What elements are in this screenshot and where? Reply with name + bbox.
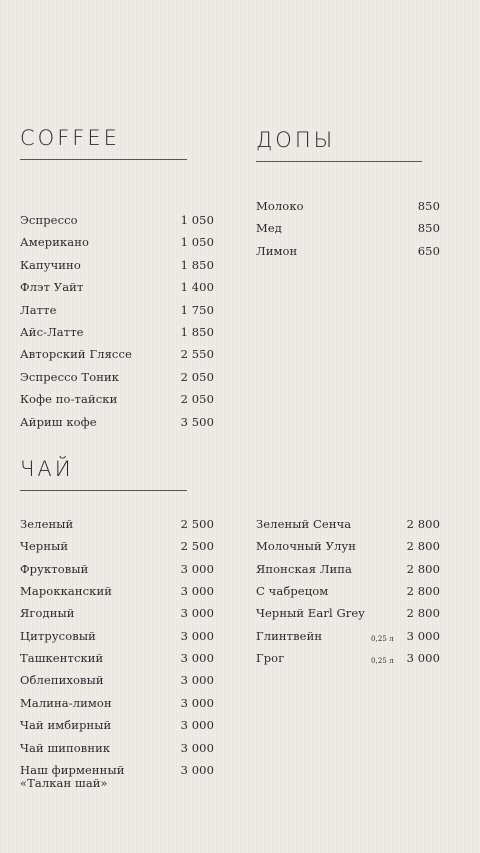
menu-item-price: 3 000 bbox=[180, 584, 214, 599]
menu-item-price: 3 000 bbox=[180, 762, 214, 777]
tea-heading: ЧАЙ bbox=[20, 457, 74, 481]
menu-item-name: Цитрусовый bbox=[20, 628, 96, 643]
menu-item-name: Фруктовый bbox=[20, 561, 89, 576]
menu-item-name: Ягодный bbox=[20, 606, 75, 621]
coffee-divider bbox=[20, 159, 187, 160]
menu-item-price: 3 000 bbox=[180, 718, 214, 733]
menu-item-volume: 0,25 л bbox=[371, 657, 394, 666]
menu-item-price: 3 000 bbox=[180, 561, 214, 576]
menu-item-name: Капучино bbox=[20, 257, 81, 272]
menu-item-price: 2 500 bbox=[180, 539, 214, 554]
menu-item-price: 2 800 bbox=[406, 561, 440, 576]
menu-item-price: 2 050 bbox=[180, 369, 214, 384]
menu-item-name: Лимон bbox=[256, 243, 298, 258]
menu-item-name: Авторский Гляссе bbox=[20, 347, 132, 362]
tea-section bbox=[20, 457, 440, 491]
menu-item-price: 3 000 bbox=[406, 651, 440, 666]
menu-item-name: Эспрессо bbox=[20, 213, 78, 227]
menu-item-name: С чабрецом bbox=[256, 584, 329, 599]
menu-item-price: 1 850 bbox=[180, 257, 214, 272]
menu-item-name: Черный Earl Grey bbox=[256, 606, 365, 621]
menu-item-name: Мед bbox=[256, 221, 282, 236]
menu-item-name: Черный bbox=[20, 539, 69, 554]
menu-item-name: Чай имбирный bbox=[20, 718, 112, 733]
menu-item-price: 1 050 bbox=[180, 235, 214, 250]
menu-item-price: 3 000 bbox=[180, 651, 214, 666]
menu-item-name bbox=[20, 764, 124, 790]
menu-item-price: 3 000 bbox=[180, 673, 214, 688]
menu-item-price: 2 500 bbox=[180, 517, 214, 531]
menu-item-price: 2 550 bbox=[180, 347, 214, 362]
menu-item-price: 850 bbox=[417, 221, 440, 236]
coffee-section bbox=[20, 126, 214, 429]
tea-divider bbox=[20, 490, 187, 491]
menu-item-price: 3 000 bbox=[406, 628, 440, 643]
menu-item-price: 2 800 bbox=[406, 606, 440, 621]
extras-section bbox=[256, 128, 440, 258]
menu-item-name: Айриш кофе bbox=[20, 414, 97, 429]
menu-item-price: 3 000 bbox=[180, 606, 214, 621]
menu-item-name-line1: Наш фирменный bbox=[20, 762, 125, 777]
menu-item-name: Американо bbox=[20, 235, 90, 250]
menu-item-volume: 0,25 л bbox=[371, 634, 394, 643]
menu-item-name: Латте bbox=[20, 302, 57, 317]
menu-item-price: 3 000 bbox=[180, 740, 214, 755]
menu-item-name: Грог bbox=[256, 651, 285, 666]
menu-item-price: 650 bbox=[417, 243, 440, 258]
menu-item-name: Айс-Латте bbox=[20, 325, 84, 339]
extras-divider bbox=[256, 161, 422, 162]
menu-item-name: Молоко bbox=[256, 199, 304, 213]
menu-item-price: 2 050 bbox=[180, 392, 214, 407]
menu-item-name: Зеленый bbox=[20, 517, 74, 531]
menu-item-name: Малина-лимон bbox=[20, 695, 112, 710]
menu-item-price: 3 000 bbox=[180, 628, 214, 643]
menu-item-name-line2: «Талкан шай» bbox=[20, 775, 108, 790]
menu-item-price: 1 400 bbox=[180, 280, 214, 295]
menu-item-price: 2 800 bbox=[406, 584, 440, 599]
menu-item-price: 1 850 bbox=[180, 325, 214, 339]
menu-item-name: Молочный Улун bbox=[256, 539, 357, 554]
menu-item-name: Марокканский bbox=[20, 584, 112, 599]
menu-item-name: Кофе по-тайски bbox=[20, 392, 118, 407]
menu-item-price: 3 000 bbox=[180, 695, 214, 710]
menu-item-name: Флэт Уайт bbox=[20, 280, 84, 295]
menu-item-name: Японская Липа bbox=[256, 561, 353, 576]
coffee-heading: COFFEE bbox=[20, 126, 120, 150]
extras-heading: ДОПЫ bbox=[256, 128, 336, 152]
menu-item-name: Ташкентский bbox=[20, 651, 104, 666]
menu-item-name: Глинтвейн bbox=[256, 628, 323, 643]
menu-item-name: Эспрессо Тоник bbox=[20, 369, 120, 384]
menu-item-price: 2 800 bbox=[406, 539, 440, 554]
menu-item-price: 2 800 bbox=[406, 517, 440, 531]
menu-item-price: 1 750 bbox=[180, 302, 214, 317]
menu-item-name: Чай шиповник bbox=[20, 740, 111, 755]
menu-item-name: Зеленый Сенча bbox=[256, 517, 352, 531]
menu-item-price: 1 050 bbox=[180, 213, 214, 227]
menu-item-price: 850 bbox=[417, 199, 440, 213]
menu-item-price: 3 500 bbox=[180, 414, 214, 429]
menu-item-name: Облепиховый bbox=[20, 673, 104, 688]
